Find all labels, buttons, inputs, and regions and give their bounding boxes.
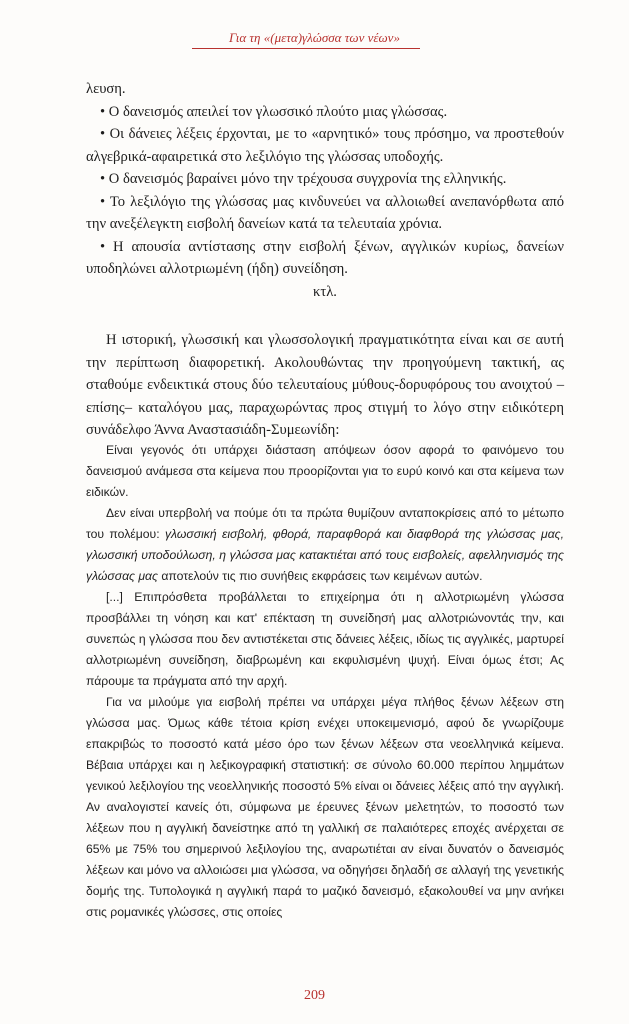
quote-paragraph-1: Είναι γεγονός ότι υπάρχει διάσταση απόψεων όσον αφορά το φαινόμενο του δανεισμού ανάμεσα στα κείμενα που προορίζονται για το ευρύ κοινό και στα κείμενα των ειδικών. xyxy=(86,443,564,499)
section-gap xyxy=(86,303,564,329)
bullet-item-2: • Οι δάνειες λέξεις έρχονται, με το «αρνητικό» τους πρόσημο, να προστεθούν αλγεβρικά-αφαιρετικά στο λεξιλόγιο της γλώσσας υποδοχής. xyxy=(86,126,564,165)
quote-paragraph-2 xyxy=(86,503,564,587)
continuation-text: λευση. xyxy=(86,81,126,97)
main-text xyxy=(86,78,564,442)
bullet-item-1: • Ο δανεισμός απειλεί τον γλωσσικό πλούτο μιας γλώσσας. xyxy=(100,103,448,120)
bullet-item-5: • Η απουσία αντίστασης στην εισβολή ξένων, αγγλικών κυρίως, δανείων υποδηλώνει αλλοτριωμένη (ήδη) συνείδηση. xyxy=(86,238,564,277)
quote-p2-italic: γλωσσική εισβολή, φθορά, παραφθορά και διαφθορά της γλώσσας μας, γλωσσική υποδούλωση, η γλώσσα μας κατακτιέται από τους εισβολείς, αφελληνισμός της γλώσσας μας xyxy=(86,527,564,583)
body-paragraph: Η ιστορική, γλωσσική και γλωσσολογική πραγματικότητα είναι και σε αυτή την περίπτωση διαφορετική. Ακολουθώντας την προηγούμενη τακτική, ας σταθούμε ενδεικτικά στους δύο τελευταίους μύθους-δορυφόρους του ανοιχτού –επίσης– καταλόγου μας, παραχωρώντας προς στιγμή το λόγο στην ειδικότερη συνάδελφο Άννα Αναστασιάδη-Συμεωνίδη: xyxy=(86,332,564,438)
quote-p2-end: αποτελούν τις πιο συνήθεις εκφράσεις των κειμένων αυτών. xyxy=(157,569,483,583)
running-head-title: Για τη «(μετα)γλώσσα των νέων» xyxy=(229,30,400,45)
bullet-item-4: • Το λεξιλόγιο της γλώσσας μας κινδυνεύει να αλλοιωθεί ανεπανόρθωτα από την ανεξέλεγκτη εισβολή δανείων κατά τα τελευταία χρόνια. xyxy=(86,193,564,232)
block-quote xyxy=(86,440,564,923)
quote-paragraph-3: [...] Επιπρόσθετα προβάλλεται το επιχείρημα ότι η αλλοτριωμένη γλώσσα προσβάλλει τη νόηση και κατ' επέκταση τη συνείδησή μας αλλοτριώνοντάς την, και συνεπώς η γλώσσα που δεν αντιστέκεται στις δάνειες λέξεις, ιδίως τις αγγλικές, μαρτυρεί αλλοτριωμένη συνείδηση, διαβρωμένη και εκφυλισμένη ψυχή. Είναι όμως έτσι; Ας πάρουμε τα πράγματα από την αρχή. xyxy=(86,590,564,688)
sign-off: κτλ. xyxy=(313,283,337,300)
quote-p2-start: Δεν είναι υπερβολή να πούμε ότι τα πρώτα θυμίζουν ανταποκρίσεις από το μέτωπο του πολέμου: xyxy=(86,506,564,541)
bullet-item-3: • Ο δανεισμός βαραίνει μόνο την τρέχουσα συγχρονία της ελληνικής. xyxy=(100,171,507,187)
header-rule xyxy=(192,48,420,49)
quote-paragraph-4: Για να μιλούμε για εισβολή πρέπει να υπάρχει μέγα πλήθος ξένων λέξεων στη γλώσσα μας. Όμως κάθε τέτοια κρίση ενέχει υποκειμενισμό, αφού δε γνωρίζουμε επακριβώς το ποσοστό κατά μέσο όρο των ξένων λέξεων στα νεοελληνικά κείμενα. Βέβαια υπάρχει και η λεξικογραφική στατιστική: σε σύνολο 60.000 περίπου λημμάτων γενικού λεξιλογίου της νεοελληνικής ποσοστό 5% είναι οι δάνειες λέξεις από την αγγλική. Αν αναλογιστεί κανείς ότι, σύμφωνα με έρευνες ξένων μελετητών, το ποσοστό των λέξεων που η αγγλική δανείστηκε από τη γαλλική σε παλαιότερες εποχές ανέρχεται σε 65% με 75% του σημερινού λεξιλογίου της, αναρωτιέται αν είναι δυνατόν ο δανεισμός λέξεων και μόνο να αλλοιώσει μια γλώσσα, να οδηγήσει δηλαδή σε αλλαγή της γενετικής δομής της. Τυπολογικά η αγγλική παρά το μαζικό δανεισμό, εξακολουθεί να μην ανήκει στις ρομανικές γλώσσες, στις οποίες xyxy=(86,695,564,919)
page-number: 209 xyxy=(304,988,325,1003)
